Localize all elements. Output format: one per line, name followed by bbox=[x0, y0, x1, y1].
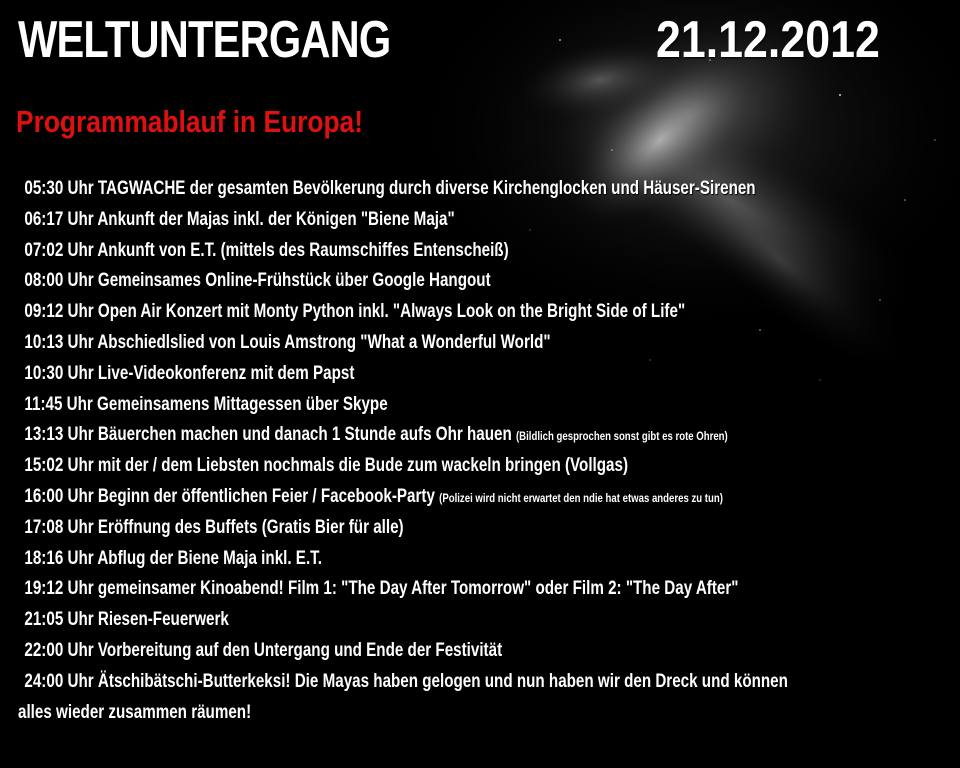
schedule-item-text: 13:13 Uhr Bäuerchen machen und danach 1 Stunde aufs Ohr hauen bbox=[24, 424, 512, 446]
schedule-item bbox=[18, 451, 898, 482]
schedule-item-text: 18:16 Uhr Abflug der Biene Maja inkl. E.T. bbox=[24, 547, 323, 569]
schedule-item-text: 10:13 Uhr Abschiedlslied von Louis Amstrong "What a Wonderful World" bbox=[24, 331, 551, 353]
schedule-item bbox=[18, 359, 898, 390]
schedule-item-text: 11:45 Uhr Gemeinsamens Mittagessen über Skype bbox=[24, 393, 388, 415]
schedule-item bbox=[18, 544, 898, 575]
schedule-item-text: 10:30 Uhr Live-Videokonferenz mit dem Papst bbox=[24, 362, 355, 384]
poster-subtitle: Programmablauf in Europa! bbox=[16, 104, 363, 139]
schedule-item bbox=[18, 420, 898, 451]
schedule-item-note: (Bildlich gesprochen sonst gibt es rote Ohren) bbox=[515, 429, 728, 444]
schedule-item-text: 16:00 Uhr Beginn der öffentlichen Feier / Facebook-Party bbox=[24, 485, 435, 507]
schedule-list bbox=[18, 174, 898, 728]
schedule-item-text: 05:30 Uhr TAGWACHE der gesamten Bevölkerung durch diverse Kirchenglocken und Häuser-Sirenen bbox=[24, 178, 756, 199]
schedule-item-text: 09:12 Uhr Open Air Konzert mit Monty Python inkl. "Always Look on the Bright Side of Life" bbox=[24, 301, 686, 323]
schedule-item bbox=[18, 390, 898, 421]
schedule-item-continuation bbox=[18, 698, 898, 729]
schedule-item bbox=[18, 574, 898, 605]
poster-date: 21.12.2012 bbox=[656, 11, 880, 69]
schedule-item-text: 15:02 Uhr mit der / dem Liebsten nochmals die Bude zum wackeln bringen (Vollgas) bbox=[24, 455, 629, 477]
schedule-item-text: 08:00 Uhr Gemeinsames Online-Frühstück über Google Hangout bbox=[24, 270, 491, 292]
schedule-item-text: 07:02 Uhr Ankunft von E.T. (mittels des Raumschiffes Entenscheiß) bbox=[24, 239, 509, 261]
schedule-item bbox=[18, 174, 898, 205]
schedule-item bbox=[18, 605, 898, 636]
schedule-item bbox=[18, 328, 898, 359]
schedule-item bbox=[18, 205, 898, 236]
schedule-item bbox=[18, 667, 898, 698]
schedule-item-text: 06:17 Uhr Ankunft der Majas inkl. der Königen "Biene Maja" bbox=[24, 208, 455, 230]
schedule-item-note: (Polizei wird nicht erwartet den ndie hat etwas anderes zu tun) bbox=[439, 490, 723, 505]
schedule-item-text: 17:08 Uhr Eröffnung des Buffets (Gratis Bier für alle) bbox=[24, 516, 404, 538]
schedule-item bbox=[18, 236, 898, 267]
schedule-item bbox=[18, 513, 898, 544]
schedule-item-text: 24:00 Uhr Ätschibätschi-Butterkeksi! Die Mayas haben gelogen und nun haben wir den Dreck und können bbox=[24, 670, 788, 692]
schedule-item bbox=[18, 297, 898, 328]
schedule-item bbox=[18, 266, 898, 297]
schedule-item-text: 22:00 Uhr Vorbereitung auf den Untergang und Ende der Festivität bbox=[24, 639, 503, 661]
schedule-item-text: 19:12 Uhr gemeinsamer Kinoabend! Film 1: "The Day After Tomorrow" oder Film 2: "The Day After" bbox=[24, 578, 739, 600]
schedule-item-text: 21:05 Uhr Riesen-Feuerwerk bbox=[24, 609, 229, 631]
poster-title: WELTUNTERGANG bbox=[18, 11, 391, 69]
schedule-item bbox=[18, 636, 898, 667]
schedule-item bbox=[18, 482, 898, 513]
schedule-item-text: alles wieder zusammen räumen! bbox=[18, 701, 252, 723]
